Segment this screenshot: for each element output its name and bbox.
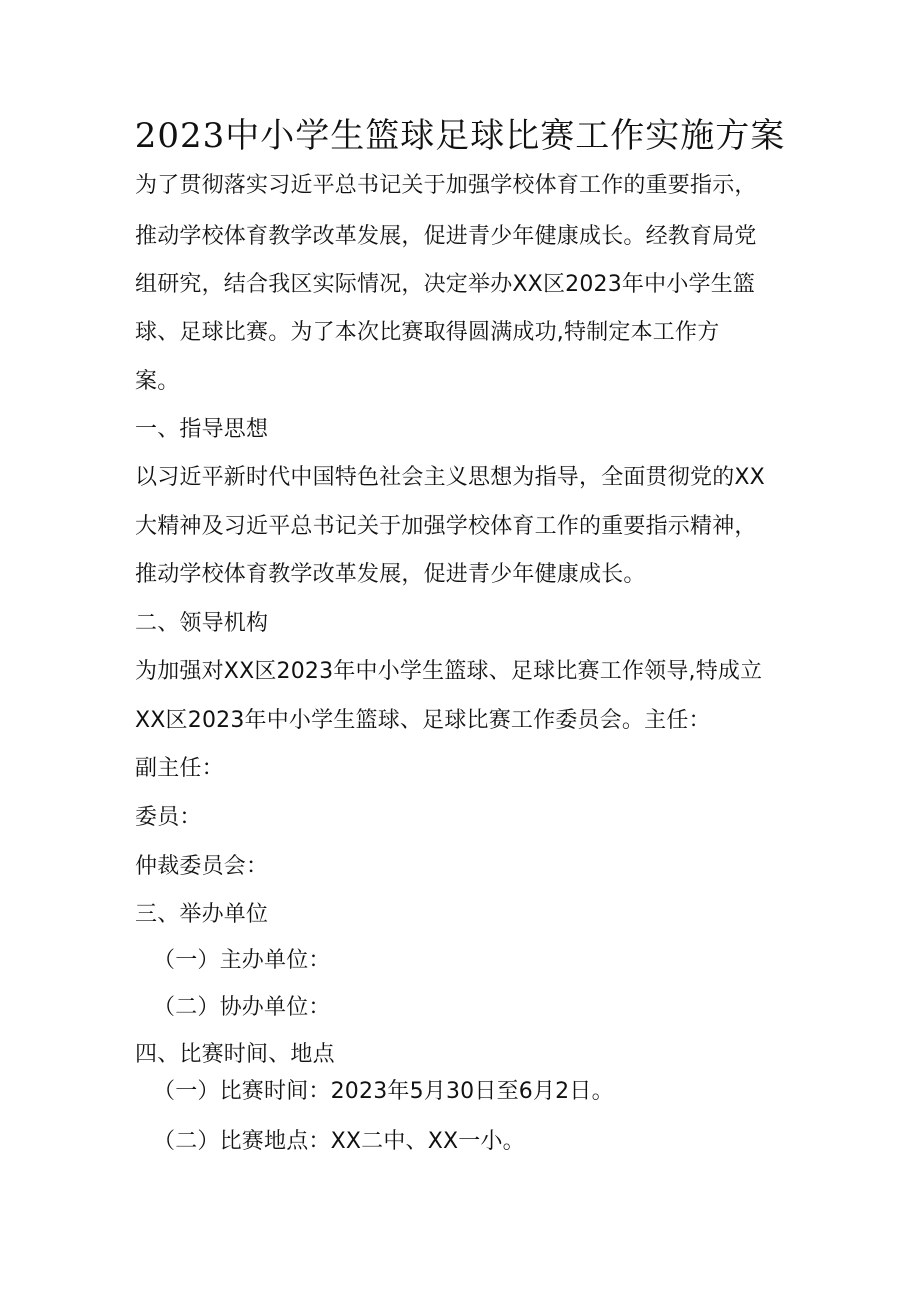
section-1-line-3: 推动学校体育教学改革发展，促进青少年健康成长。 <box>135 562 646 587</box>
section-2-line-1: 为加强对XX区2023年中小学生篮球、足球比赛工作领导,特成立 <box>135 659 763 684</box>
section-4-item-2: （二）比赛地点：XX二中、XX一小。 <box>153 1129 525 1154</box>
section-2-line-2: XX区2023年中小学生篮球、足球比赛工作委员会。主任： <box>135 708 711 733</box>
section-2-line-4: 委员： <box>135 805 202 830</box>
section-1-line-2: 大精神及习近平总书记关于加强学校体育工作的重要指示精神， <box>135 514 757 539</box>
section-heading-1: 一、指导思想 <box>135 417 269 442</box>
section-3-item-2: （二）协办单位： <box>153 995 331 1020</box>
section-heading-4: 四、比赛时间、地点 <box>135 1042 335 1067</box>
intro-line-3: 组研究，结合我区实际情况，决定举办XX区2023年中小学生篮 <box>135 272 756 297</box>
section-1-line-1: 以习近平新时代中国特色社会主义思想为指导，全面贯彻党的XX <box>135 465 765 490</box>
section-4-item-1: （一）比赛时间：2023年5月30日至6月2日。 <box>153 1079 614 1104</box>
section-2-line-5: 仲裁委员会： <box>135 854 269 879</box>
section-2-line-3: 副主任： <box>135 756 224 781</box>
intro-line-5: 案。 <box>135 369 180 394</box>
intro-line-1: 为了贯彻落实习近平总书记关于加强学校体育工作的重要指示， <box>135 173 757 198</box>
intro-line-2: 推动学校体育教学改革发展，促进青少年健康成长。经教育局党 <box>135 224 757 249</box>
section-heading-2: 二、领导机构 <box>135 611 269 636</box>
document-title: 2023中小学生篮球足球比赛工作实施方案 <box>134 116 786 156</box>
section-heading-3: 三、举办单位 <box>135 902 269 927</box>
section-3-item-1: （一）主办单位： <box>153 948 331 973</box>
intro-line-4: 球、足球比赛。为了本次比赛取得圆满成功,特制定本工作方 <box>135 320 720 345</box>
